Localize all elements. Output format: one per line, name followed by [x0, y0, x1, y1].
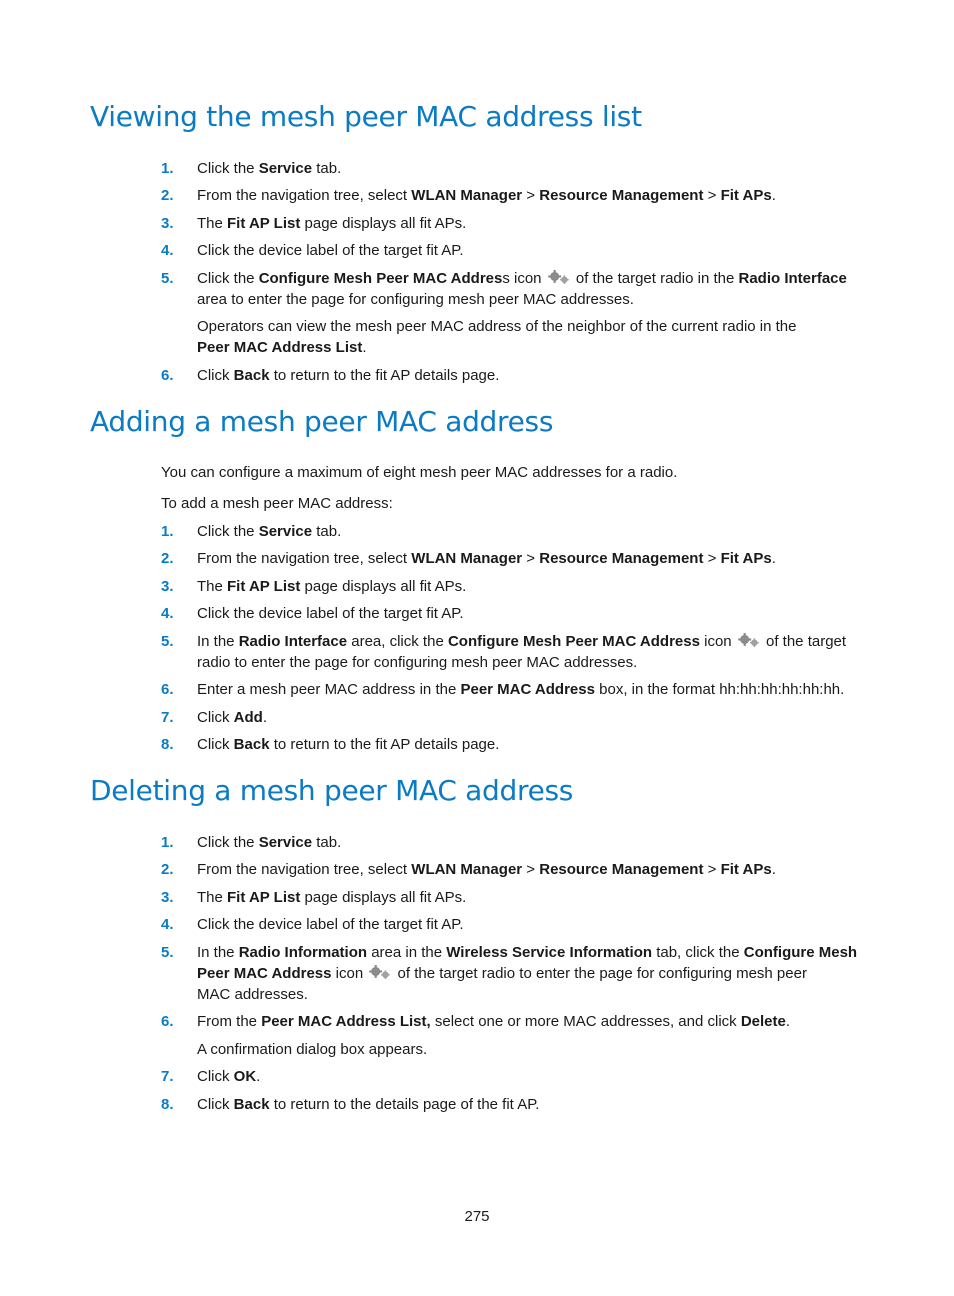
list-item: 4. Click the device label of the target fit AP.	[161, 242, 464, 259]
list-item: 1. Click the Service tab.	[161, 160, 342, 177]
list-item: 6. Enter a mesh peer MAC address in the Peer MAC Address box, in the format hh:hh:hh:hh:hh:hh.	[161, 681, 845, 698]
gear-icon	[369, 965, 391, 979]
list-item: 3. The Fit AP List page displays all fit APs.	[161, 578, 467, 595]
section-title-viewing: Viewing the mesh peer MAC address list	[90, 100, 642, 133]
list-item: 4. Click the device label of the target fit AP.	[161, 916, 464, 933]
list-item: 8. Click Back to return to the details page of the fit AP.	[161, 1096, 540, 1113]
gear-icon	[548, 270, 570, 284]
list-item: 3. The Fit AP List page displays all fit APs.	[161, 215, 467, 232]
list-item: 2. From the navigation tree, select WLAN Manager > Resource Management > Fit APs.	[161, 550, 776, 567]
list-item: 4. Click the device label of the target fit AP.	[161, 605, 464, 622]
list-item: 8. Click Back to return to the fit AP details page.	[161, 736, 500, 753]
list-item: 5. Click the Configure Mesh Peer MAC Address icon of the target radio in the Radio Interface area to enter the page for configuring mesh peer MAC addresses.	[161, 270, 847, 308]
list-item: 1. Click the Service tab.	[161, 834, 342, 851]
note-paragraph: A confirmation dialog box appears.	[197, 1041, 428, 1058]
list-item: 7. Click OK.	[161, 1068, 261, 1085]
note-paragraph: Operators can view the mesh peer MAC address of the neighbor of the current radio in the Peer MAC Address List.	[197, 318, 797, 356]
list-item: 1. Click the Service tab.	[161, 523, 342, 540]
page-number: 275	[464, 1208, 490, 1225]
list-item: 5. In the Radio Information area in the Wireless Service Information tab, click the Configure Mesh Peer MAC Address icon of the target radio to enter the page for configuring mesh peer MAC addresses.	[161, 944, 858, 1003]
list-item: 5. In the Radio Interface area, click the Configure Mesh Peer MAC Address icon of the target radio to enter the page for configuring mesh peer MAC addresses.	[161, 633, 847, 671]
gear-icon	[738, 633, 760, 647]
list-item: 2. From the navigation tree, select WLAN Manager > Resource Management > Fit APs.	[161, 187, 776, 204]
section-title-deleting: Deleting a mesh peer MAC address	[90, 774, 574, 807]
list-item: 7. Click Add.	[161, 709, 268, 726]
section-title-adding: Adding a mesh peer MAC address	[90, 405, 554, 438]
list-item: 3. The Fit AP List page displays all fit APs.	[161, 889, 467, 906]
procedure-lead: To add a mesh peer MAC address:	[161, 495, 393, 512]
list-item: 6. From the Peer MAC Address List, select one or more MAC addresses, and click Delete.	[161, 1013, 791, 1030]
list-item: 2. From the navigation tree, select WLAN Manager > Resource Management > Fit APs.	[161, 861, 776, 878]
intro-paragraph: You can configure a maximum of eight mesh peer MAC addresses for a radio.	[161, 464, 678, 481]
list-item: 6. Click Back to return to the fit AP details page.	[161, 367, 500, 384]
